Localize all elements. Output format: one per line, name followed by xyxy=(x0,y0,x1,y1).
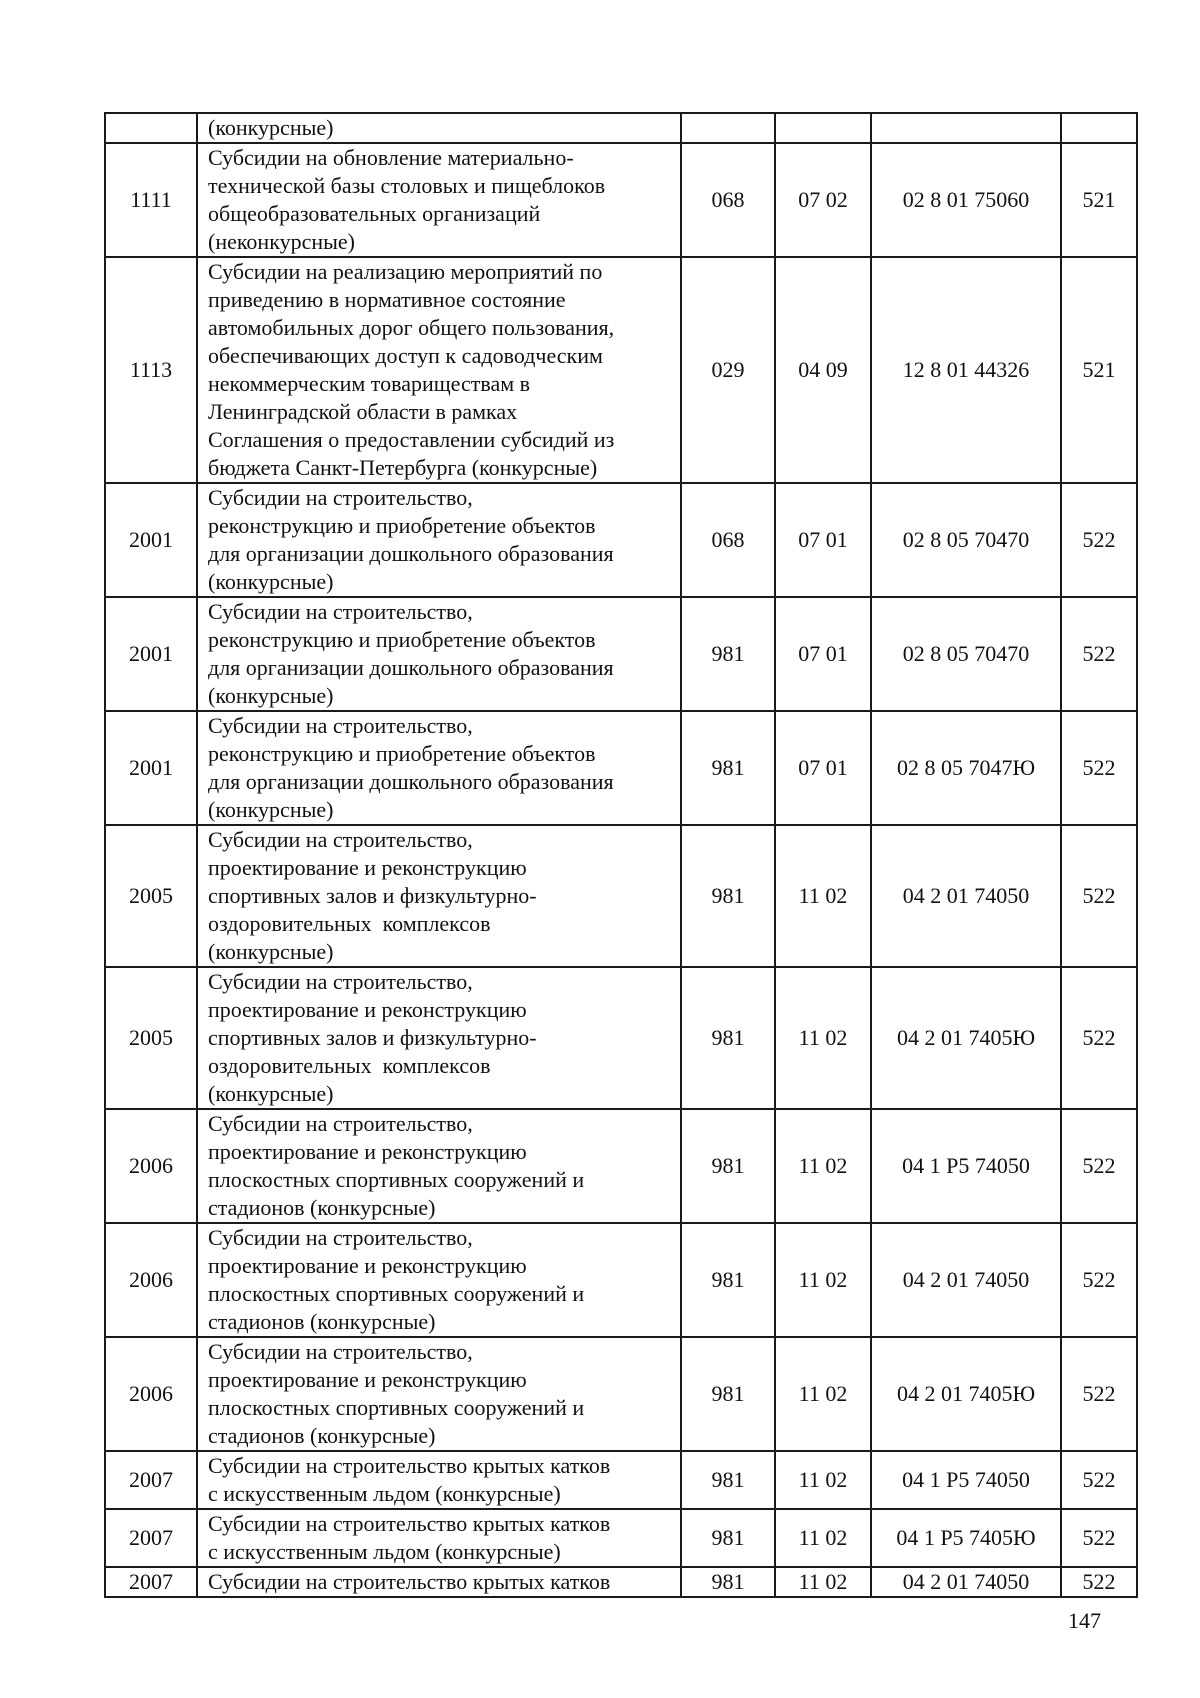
row-description-cell xyxy=(197,711,681,825)
expense-type-cell: 522 xyxy=(1061,597,1137,711)
section-code-cell: 11 02 xyxy=(775,1337,871,1451)
target-article-cell: 04 1 P5 74050 xyxy=(871,1451,1061,1509)
row-code-cell: 1111 xyxy=(105,143,197,257)
description-line: Субсидии на строительство крытых катков xyxy=(208,1569,611,1594)
description-line: для организации дошкольного образования xyxy=(208,655,614,680)
description-line: плоскостных спортивных сооружений и xyxy=(208,1167,585,1192)
row-description-cell xyxy=(197,1337,681,1451)
expense-type-cell: 522 xyxy=(1061,1223,1137,1337)
description-line: с искусственным льдом (конкурсные) xyxy=(208,1539,561,1564)
target-article-cell: 04 2 01 7405Ю xyxy=(871,1337,1061,1451)
description-line: Субсидии на строительство, xyxy=(208,485,473,510)
row-description-cell xyxy=(197,967,681,1109)
description-line: Субсидии на обновление материально- xyxy=(208,145,574,170)
description-line: (конкурсные) xyxy=(208,683,334,708)
target-article-cell: 04 2 01 74050 xyxy=(871,1223,1061,1337)
table-row xyxy=(105,1451,1137,1509)
description-line: общеобразовательных организаций xyxy=(208,201,541,226)
row-description-cell xyxy=(197,143,681,257)
section-code-cell: 11 02 xyxy=(775,1509,871,1567)
row-code-cell: 2006 xyxy=(105,1109,197,1223)
section-code-cell: 11 02 xyxy=(775,1109,871,1223)
description-line: проектирование и реконструкцию xyxy=(208,1139,527,1164)
department-code-cell: 068 xyxy=(681,143,775,257)
expense-type-cell: 522 xyxy=(1061,967,1137,1109)
description-line: (неконкурсные) xyxy=(208,229,355,254)
table-row xyxy=(105,483,1137,597)
description-line: оздоровительных комплексов xyxy=(208,911,491,936)
description-line: Субсидии на строительство крытых катков xyxy=(208,1453,611,1478)
expense-type-cell: 522 xyxy=(1061,1109,1137,1223)
table-row xyxy=(105,597,1137,711)
description-line: проектирование и реконструкцию xyxy=(208,997,527,1022)
row-code-cell: 2001 xyxy=(105,483,197,597)
description-line: технической базы столовых и пищеблоков xyxy=(208,173,606,198)
target-article-cell: 04 1 P5 7405Ю xyxy=(871,1509,1061,1567)
table-row xyxy=(105,1567,1137,1597)
table-row xyxy=(105,711,1137,825)
description-line: Субсидии на строительство, xyxy=(208,1111,473,1136)
description-line: Субсидии на строительство крытых катков xyxy=(208,1511,611,1536)
row-code-cell xyxy=(105,113,197,143)
target-article-cell: 04 2 01 74050 xyxy=(871,825,1061,967)
section-code-cell: 07 02 xyxy=(775,143,871,257)
section-code-cell: 07 01 xyxy=(775,483,871,597)
department-code-cell: 981 xyxy=(681,1337,775,1451)
department-code-cell: 981 xyxy=(681,597,775,711)
row-code-cell: 2007 xyxy=(105,1567,197,1597)
description-line: реконструкцию и приобретение объектов xyxy=(208,513,596,538)
row-description-cell xyxy=(197,1451,681,1509)
description-line: стадионов (конкурсные) xyxy=(208,1195,436,1220)
department-code-cell: 029 xyxy=(681,257,775,483)
department-code-cell: 981 xyxy=(681,1509,775,1567)
row-description-cell xyxy=(197,483,681,597)
section-code-cell: 07 01 xyxy=(775,711,871,825)
description-line: (конкурсные) xyxy=(208,115,334,140)
table-body xyxy=(105,113,1137,1597)
expense-type-cell: 522 xyxy=(1061,1337,1137,1451)
expense-type-cell: 521 xyxy=(1061,257,1137,483)
description-line: оздоровительных комплексов xyxy=(208,1053,491,1078)
row-code-cell: 2007 xyxy=(105,1451,197,1509)
section-code-cell xyxy=(775,113,871,143)
row-code-cell: 2006 xyxy=(105,1337,197,1451)
description-line: Субсидии на строительство, xyxy=(208,713,473,738)
description-line: реконструкцию и приобретение объектов xyxy=(208,627,596,652)
description-line: (конкурсные) xyxy=(208,569,334,594)
description-line: спортивных залов и физкультурно- xyxy=(208,1025,537,1050)
section-code-cell: 11 02 xyxy=(775,1223,871,1337)
section-code-cell: 07 01 xyxy=(775,597,871,711)
description-line: некоммерческим товариществам в xyxy=(208,371,531,396)
row-description-cell xyxy=(197,825,681,967)
table-row xyxy=(105,1223,1137,1337)
description-line: плоскостных спортивных сооружений и xyxy=(208,1281,585,1306)
section-code-cell: 04 09 xyxy=(775,257,871,483)
table-row xyxy=(105,1337,1137,1451)
target-article-cell: 04 1 P5 74050 xyxy=(871,1109,1061,1223)
description-line: для организации дошкольного образования xyxy=(208,541,614,566)
department-code-cell: 981 xyxy=(681,711,775,825)
expense-type-cell: 522 xyxy=(1061,1567,1137,1597)
description-line: Субсидии на строительство, xyxy=(208,599,473,624)
expense-type-cell: 522 xyxy=(1061,825,1137,967)
description-line: реконструкцию и приобретение объектов xyxy=(208,741,596,766)
target-article-cell: 04 2 01 74050 xyxy=(871,1567,1061,1597)
description-line: Субсидии на строительство, xyxy=(208,827,473,852)
description-line: (конкурсные) xyxy=(208,939,334,964)
description-line: стадионов (конкурсные) xyxy=(208,1309,436,1334)
description-line: обеспечивающих доступ к садоводческим xyxy=(208,343,603,368)
department-code-cell: 068 xyxy=(681,483,775,597)
row-description-cell xyxy=(197,597,681,711)
department-code-cell: 981 xyxy=(681,1109,775,1223)
row-code-cell: 1113 xyxy=(105,257,197,483)
department-code-cell: 981 xyxy=(681,825,775,967)
department-code-cell: 981 xyxy=(681,1451,775,1509)
description-line: спортивных залов и физкультурно- xyxy=(208,883,537,908)
department-code-cell: 981 xyxy=(681,1567,775,1597)
description-line: для организации дошкольного образования xyxy=(208,769,614,794)
description-line: бюджета Санкт-Петербурга (конкурсные) xyxy=(208,455,598,480)
target-article-cell: 02 8 05 70470 xyxy=(871,483,1061,597)
description-line: автомобильных дорог общего пользования, xyxy=(208,315,615,340)
description-line: стадионов (конкурсные) xyxy=(208,1423,436,1448)
target-article-cell xyxy=(871,113,1061,143)
row-description-cell xyxy=(197,1509,681,1567)
target-article-cell: 02 8 01 75060 xyxy=(871,143,1061,257)
description-line: Субсидии на строительство, xyxy=(208,1225,473,1250)
description-line: Ленинградской области в рамках xyxy=(208,399,518,424)
section-code-cell: 11 02 xyxy=(775,967,871,1109)
table-row xyxy=(105,143,1137,257)
section-code-cell: 11 02 xyxy=(775,1451,871,1509)
description-line: Субсидии на строительство, xyxy=(208,1339,473,1364)
table-row xyxy=(105,113,1137,143)
row-code-cell: 2006 xyxy=(105,1223,197,1337)
expense-type-cell: 521 xyxy=(1061,143,1137,257)
row-code-cell: 2005 xyxy=(105,967,197,1109)
target-article-cell: 02 8 05 7047Ю xyxy=(871,711,1061,825)
row-description-cell xyxy=(197,1567,681,1597)
department-code-cell xyxy=(681,113,775,143)
target-article-cell: 04 2 01 7405Ю xyxy=(871,967,1061,1109)
department-code-cell: 981 xyxy=(681,1223,775,1337)
description-line: Субсидии на реализацию мероприятий по xyxy=(208,259,603,284)
row-code-cell: 2001 xyxy=(105,711,197,825)
row-code-cell: 2007 xyxy=(105,1509,197,1567)
row-description-cell xyxy=(197,1109,681,1223)
description-line: (конкурсные) xyxy=(208,1081,334,1106)
description-line: Субсидии на строительство, xyxy=(208,969,473,994)
row-description-cell xyxy=(197,257,681,483)
expense-type-cell xyxy=(1061,113,1137,143)
description-line: приведению в нормативное состояние xyxy=(208,287,566,312)
table-row xyxy=(105,1509,1137,1567)
table-row xyxy=(105,825,1137,967)
expense-type-cell: 522 xyxy=(1061,711,1137,825)
description-line: плоскостных спортивных сооружений и xyxy=(208,1395,585,1420)
department-code-cell: 981 xyxy=(681,967,775,1109)
description-line: с искусственным льдом (конкурсные) xyxy=(208,1481,561,1506)
description-line: (конкурсные) xyxy=(208,797,334,822)
row-code-cell: 2001 xyxy=(105,597,197,711)
expense-type-cell: 522 xyxy=(1061,1509,1137,1567)
page-number: 147 xyxy=(1068,1608,1101,1633)
description-line: проектирование и реконструкцию xyxy=(208,1253,527,1278)
row-description-cell xyxy=(197,113,681,143)
expense-type-cell: 522 xyxy=(1061,1451,1137,1509)
row-description-cell xyxy=(197,1223,681,1337)
section-code-cell: 11 02 xyxy=(775,1567,871,1597)
subsidy-table xyxy=(104,112,1138,1598)
target-article-cell: 12 8 01 44326 xyxy=(871,257,1061,483)
row-code-cell: 2005 xyxy=(105,825,197,967)
table-row xyxy=(105,257,1137,483)
target-article-cell: 02 8 05 70470 xyxy=(871,597,1061,711)
table-row xyxy=(105,967,1137,1109)
description-line: Соглашения о предоставлении субсидий из xyxy=(208,427,615,452)
expense-type-cell: 522 xyxy=(1061,483,1137,597)
section-code-cell: 11 02 xyxy=(775,825,871,967)
description-line: проектирование и реконструкцию xyxy=(208,855,527,880)
table-row xyxy=(105,1109,1137,1223)
description-line: проектирование и реконструкцию xyxy=(208,1367,527,1392)
